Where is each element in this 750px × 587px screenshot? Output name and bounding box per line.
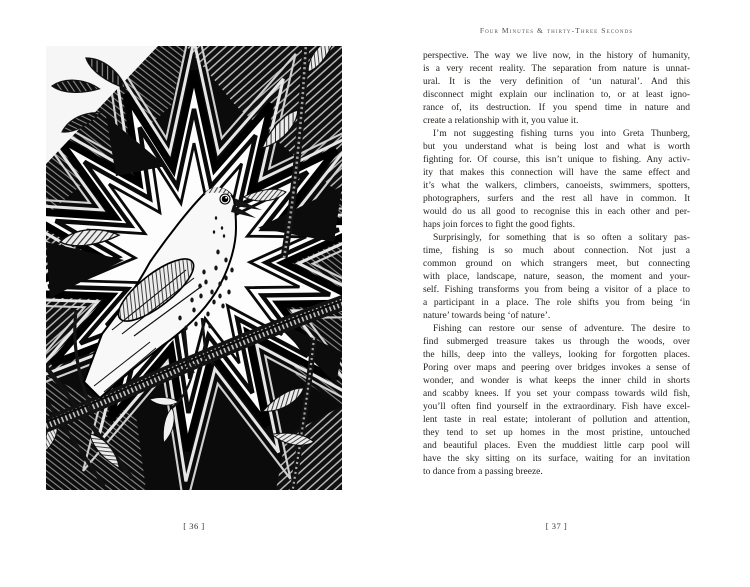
- text-line: photographers, surfers and the rest all have in common. It: [423, 194, 690, 204]
- text-line: ity that makes this connection will have the same effect and: [423, 168, 690, 178]
- text-line: a participant in a place. The role shifts you from being ‘in: [423, 298, 690, 308]
- text-line: haps join forces to fight the good fights.: [423, 220, 575, 230]
- text-line: fighting for. Of course, this isn’t unique to fishing. Any activ-: [423, 155, 690, 165]
- text-line: wonder, and wonder is what keeps the inner child in shorts: [423, 376, 690, 386]
- text-line: to dance from a passing breeze.: [423, 467, 543, 477]
- text-line: create a relationship with it, you value it.: [423, 116, 579, 126]
- song-thrush-woodcut-illustration: [46, 46, 342, 490]
- text-line: time, fishing is so much about connection. Not just a: [423, 246, 690, 256]
- text-line: the hills, deep into the valleys, looking for forgotten places.: [423, 350, 690, 360]
- text-line: rance of, its destruction. If you spend time in nature and: [423, 103, 690, 113]
- text-line: and beautiful places. Even the muddiest little carp pool will: [423, 441, 690, 451]
- text-line: with place, landscape, nature, season, the moment and your-: [423, 272, 690, 282]
- text-line: ural. It is the very definition of ‘un natural’. And this: [423, 77, 690, 87]
- thrush-starburst-image: [46, 46, 342, 490]
- text-line: disconnect might explain our inclination to, or at least igno-: [423, 90, 690, 100]
- text-line: and scabby knees. If you set your compass towards wild fish,: [423, 389, 690, 399]
- text-line: find submerged treasure takes us through the woods, over: [423, 337, 690, 347]
- text-line: but you understand what is being lost and what is worth: [423, 142, 690, 152]
- page-number-left: [ 36 ]: [183, 521, 205, 531]
- text-line: have the sky sitting on its surface, waiting for an invitation: [423, 454, 690, 464]
- text-line: you’ll often find yourself in the extraordinary. Fish have excel-: [423, 402, 690, 412]
- text-line: I’m not suggesting fishing turns you into Greta Thunberg,: [433, 129, 690, 139]
- text-line: Surprisingly, for something that is so often a solitary pas-: [433, 233, 690, 243]
- text-line: it’s what the walkers, climbers, canoeists, swimmers, spotters,: [423, 181, 690, 191]
- text-line: perspective. The way we live now, in the history of humanity,: [423, 51, 690, 61]
- text-line: would do us all good to recognise this in each other and per-: [423, 207, 690, 217]
- body-text: [423, 50, 690, 479]
- text-line: lent taste in real estate; intolerant of pollution and attention,: [423, 415, 690, 425]
- text-line: they tend to set up homes in the most pristine, untouched: [423, 428, 690, 438]
- text-line: Poring over maps and peering over bridges invokes a sense of: [423, 363, 690, 373]
- text-line: self. Fishing transforms you from being a visitor of a place to: [423, 285, 690, 295]
- text-line: common ground on which strangers meet, but connecting: [423, 259, 690, 269]
- text-line: nature’ towards being ‘of nature’.: [423, 311, 551, 321]
- page-number-right: [ 37 ]: [545, 521, 568, 531]
- running-header: Four Minutes & thirty-Three Seconds: [479, 26, 634, 35]
- text-line: is a very recent reality. The separation from nature is unnat-: [423, 64, 690, 74]
- text-line: Fishing can restore our sense of adventure. The desire to: [433, 324, 690, 334]
